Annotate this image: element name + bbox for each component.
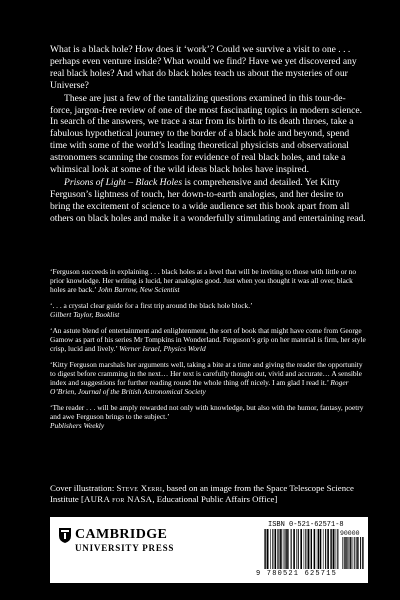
review-quote: ‘An astute blend of entertainment and enlightenment, the sort of book that might have come from George Gamow as part of his series Mr Tompkins in Wonderland. Ferguson’s grip on her material is firm, her style crisp, lucid and lively.’ [50, 326, 366, 353]
barcode-addon-digits: 90000 [340, 530, 360, 537]
publisher-box [50, 517, 368, 583]
publisher-name: CAMBRIDGE [75, 527, 168, 542]
review-source: Werner Israel, Physics World [119, 344, 206, 353]
review [50, 360, 368, 396]
review-source: Roger O’Brien, Journal of the British Astronomical Society [50, 378, 349, 396]
book-title: Prisons of Light – Black Holes [64, 176, 183, 188]
reviews [50, 267, 368, 437]
blurb-paragraph-1: What is a black hole? How does it ‘work’? Could we survive a visit to one . . . perhaps even venture inside? What would we find? Have we yet discovered any real black holes? And what do black holes teach us about the mysteries of our Universe? [50, 44, 357, 91]
blurb [50, 44, 366, 226]
review-quote: ‘Ferguson succeeds in explaining . . . black holes at a level that will be inviting to those with little or no prior knowledge. Her writing is lucid, her analogies good. Just when you thought it was all over, black holes are back.’ [50, 267, 357, 294]
ean-digits: 9 780521 625715 [256, 570, 338, 578]
publisher-subname: UNIVERSITY PRESS [75, 543, 175, 553]
review-source: John Barrow, New Scientist [97, 285, 180, 294]
review-source: Publishers Weekly [50, 421, 105, 430]
cover-credit [50, 483, 368, 505]
addon-barcode-icon [342, 537, 364, 569]
credit-aura: AURA for NASA [83, 494, 153, 504]
crest-icon [59, 528, 71, 543]
credit-artist: Steve Xerri [116, 483, 163, 493]
review [50, 267, 368, 294]
blurb-paragraph-3-text: is comprehensive and detailed. Yet Kitty Ferguson’s lightness of touch, her down-to-earth analogies, and her desire to bring the excitement of science to a wide audience set this book apart from all others on black holes and make it a wonderfully stimulating and entertaining read. [50, 176, 366, 224]
review-quote: ‘Kitty Ferguson marshals her arguments well, taking a bite at a time and giving the reader the opportunity to digest before cramming in the next… Her text is carefully thought out, vivid and accurate… A sensible index and suggestions for further reading round the whole thing off nicely. I am glad I read it.’ [50, 360, 363, 387]
review [50, 326, 368, 353]
credit-end: , Educational Public Affairs Office] [152, 494, 278, 504]
barcode-icon [264, 529, 340, 569]
credit-label: Cover illustration: [50, 483, 117, 493]
review [50, 301, 368, 319]
review [50, 403, 368, 430]
review-quote: ‘. . . a crystal clear guide for a first trip around the black hole block.’ [50, 301, 253, 310]
blurb-paragraph-2: These are just a few of the tantalizing questions examined in this tour-de-force, jargon-free review of one of the most fascinating topics in modern science. In search of the answers, we trace a star from its birth to its death throes, take a fabulous hypothetical journey to the border of a black hole and beyond, spend time with some of the world’s leading theoretical physicists and observational astronomers scanning the cosmos for evidence of real black holes, and take a whimsical look at some of the wild ideas black holes have inspired. [50, 92, 363, 176]
isbn-text: ISBN 0-521-62571-8 [268, 521, 344, 529]
review-quote: ‘The reader . . . will be amply rewarded not only with knowledge, but also with the humor, fantasy, poetry and awe Ferguson brings to the subject.’ [50, 403, 364, 421]
review-source: Gilbert Taylor, Booklist [50, 310, 120, 319]
credit-text: , based on an image from the Space Telescope Science Institute [ [50, 483, 354, 504]
blurb-paragraph-3 [50, 177, 366, 225]
